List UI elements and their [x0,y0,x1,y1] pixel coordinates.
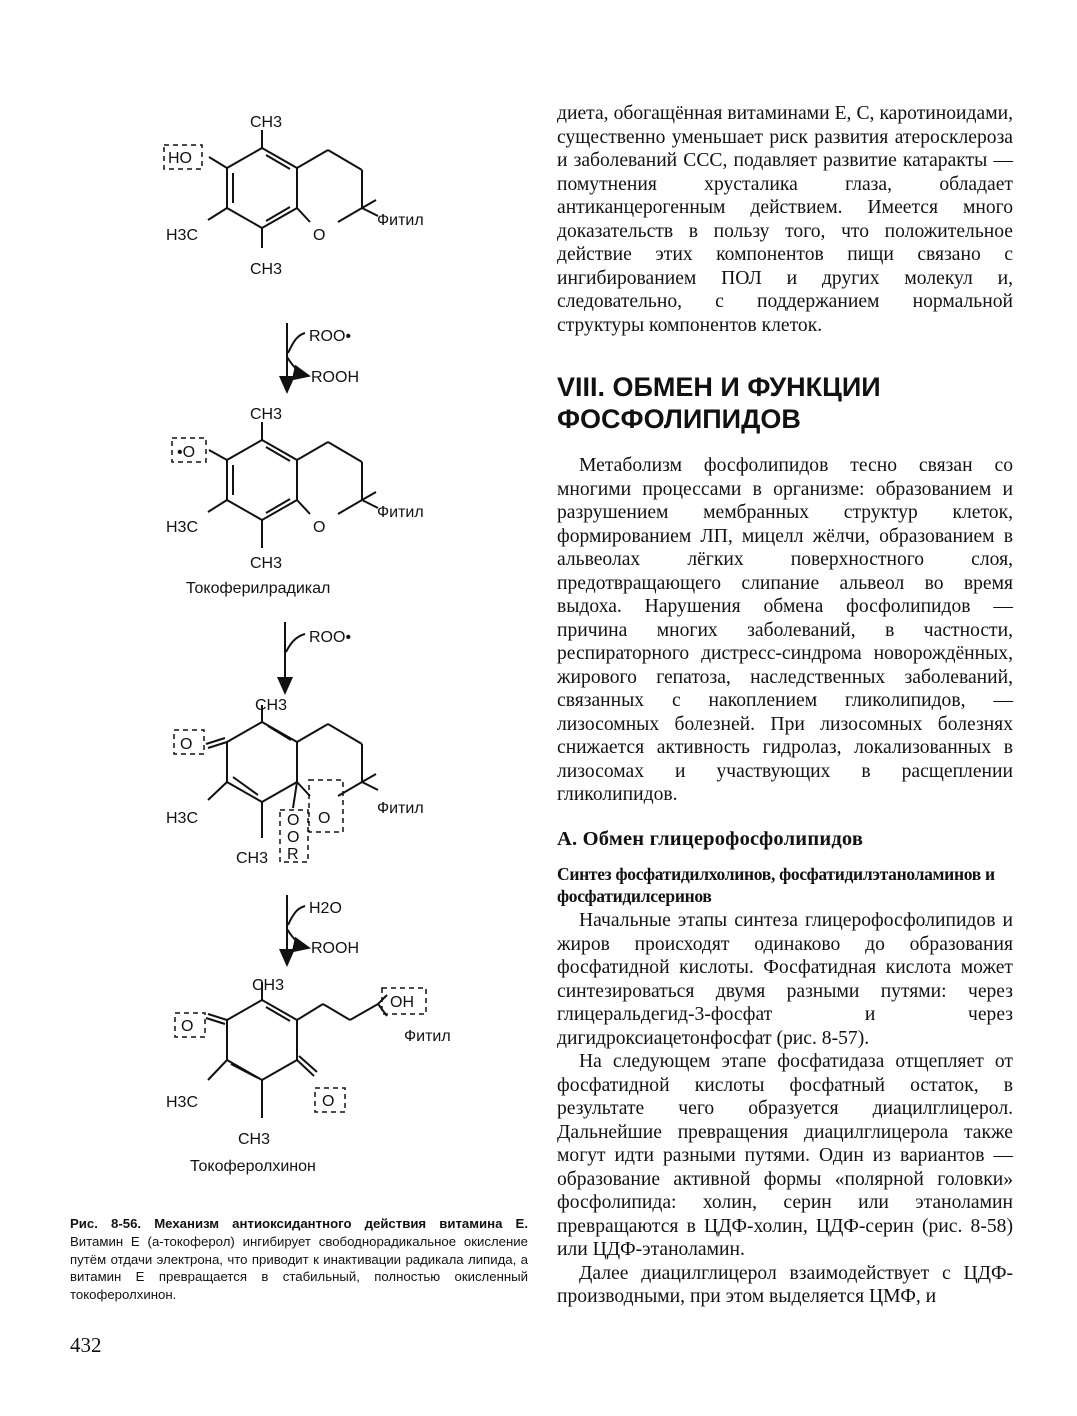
subsection-title: А. Обмен глицерофосфолипидов [557,827,864,850]
paragraph: Начальные этапы синтеза глицерофосфолипидов и жиров происходят одинаково до образования фосфатидной кислоты. Фосфатидная кислота может синтезироваться двумя разными путями: через глицеральдегид-3-фосфат и через дигидроксиацетонфосфат (рис. 8-57). [557,910,1013,1049]
label-h3c: H3C [166,519,199,536]
topic-title: Синтез фосфатидилхолинов, фосфатидилэтаноламинов и фосфатидилсеринов [557,864,995,906]
paragraph: На следующем этапе фосфатидаза отщепляет от фосфатидной кислоты фосфатный остаток, в результате чего образуется диацилглицерол. Дальнейшие превращения диацилглицерола также могут идти разными путями. Один из вариантов — образование активной формы «полярной головки» фосфолипида: холин, серин или этаноламин превращаются в ЦДФ-холин, ЦДФ-серин (рис. 8-58) или ЦДФ-этаноламин. [557,1051,1013,1260]
label-peroxy-o: O [287,829,300,846]
label-ch3: CH3 [236,850,269,867]
page-number: 432 [70,1333,102,1357]
label-h3c: H3C [166,1094,199,1111]
label-peroxy-r: R [287,846,299,863]
label-product: ROOH [311,369,359,386]
compound-name: Токоферилрадикал [186,580,331,597]
structure-tocopherolquinone [175,982,426,1118]
structure-tocopheryl-radical [172,422,378,548]
label-peroxy-o: O [287,812,300,829]
section-title: VIII. ОБМЕН И ФУНКЦИИ ФОСФОЛИПИДОВ [557,372,881,434]
label-ch3: CH3 [250,261,283,278]
label-ring-o: O [313,519,326,536]
compound-name: Токоферолхинон [190,1158,316,1175]
label-ch3: CH3 [250,406,283,423]
tocopherol-scheme [0,0,540,1200]
label-phytyl: Фитил [377,800,424,817]
label-h3c: H3C [166,810,199,827]
label-phytyl: Фитил [377,504,424,521]
label-reagent: H2O [309,900,342,917]
label-h3c: H3C [166,227,199,244]
label-oh: OH [390,994,414,1011]
text-column [557,102,1013,1309]
label-o-radical: •O [177,444,196,461]
paragraph: Метаболизм фосфолипидов тесно связан со многими процессами в организме: образованием и разрушением мембранных структур клеток, формированием ЛП, мицелл жёлчи, образованием в альвеолах лёгких поверхностного слоя, предотвращающего слипание альвеол во время выдоха. Нарушения обмена фосфолипидов — причина многих заболеваний, в частности, респираторного дистресс-синдрома новорождённых, жирового гепатоза, наследственных заболеваний, связанных с накоплением гликолипидов, — лизосомных болезней. При лизосомных болезнях снижается активность гидролаз, локализованных в лизосомах и участвующих в расщеплении гликолипидов. [557,455,1013,805]
caption-label: Рис. 8-56. Механизм антиоксидантного действия витамина Е. [70,1216,528,1231]
label-quinone-o: O [181,1018,194,1035]
figure-caption [70,1215,528,1304]
label-keto-o: O [180,736,193,753]
label-quinone-o: O [322,1093,335,1110]
label-phytyl: Фитил [404,1028,451,1045]
label-reagent: ROO• [309,328,352,345]
label-ho: HO [168,150,192,167]
paragraph: Далее диацилглицерол взаимодействует с ЦДФ-производными, при этом выделяется ЦМФ, и [557,1262,1013,1307]
label-reagent: ROO• [309,629,352,646]
label-phytyl: Фитил [377,212,424,229]
label-ch3: CH3 [238,1131,271,1148]
label-ch3: CH3 [250,555,283,572]
structure-peroxy-adduct [174,705,378,862]
caption-text: Витамин Е (а-токоферол) ингибирует свободнорадикальное окисление путём отдачи электрона, что приводит к инактивации радикала липида, а витамин Е превращается в стабильный, полностью окисленный токоферолхинон. [70,1233,528,1303]
label-ch3: CH3 [250,114,283,131]
label-product: ROOH [311,940,359,957]
label-ch3: CH3 [255,697,288,714]
label-ring-o: O [313,227,326,244]
label-ch3: CH3 [252,977,285,994]
paragraph: диета, обогащённая витаминами Е, С, каротиноидами, существенно уменьшает риск развития атеросклероза и заболеваний ССС, подавляет развитие катаракты — помутнения хрусталика глаза, обладает антиканцерогенным действием. Имеется много доказательств в пользу того, что положительное действие этих компонентов пищи связано с ингибированием ПОЛ и других молекул и, следовательно, с поддержанием нормальной структуры компонентов клеток. [557,103,1013,336]
label-ring-o: O [318,810,331,827]
